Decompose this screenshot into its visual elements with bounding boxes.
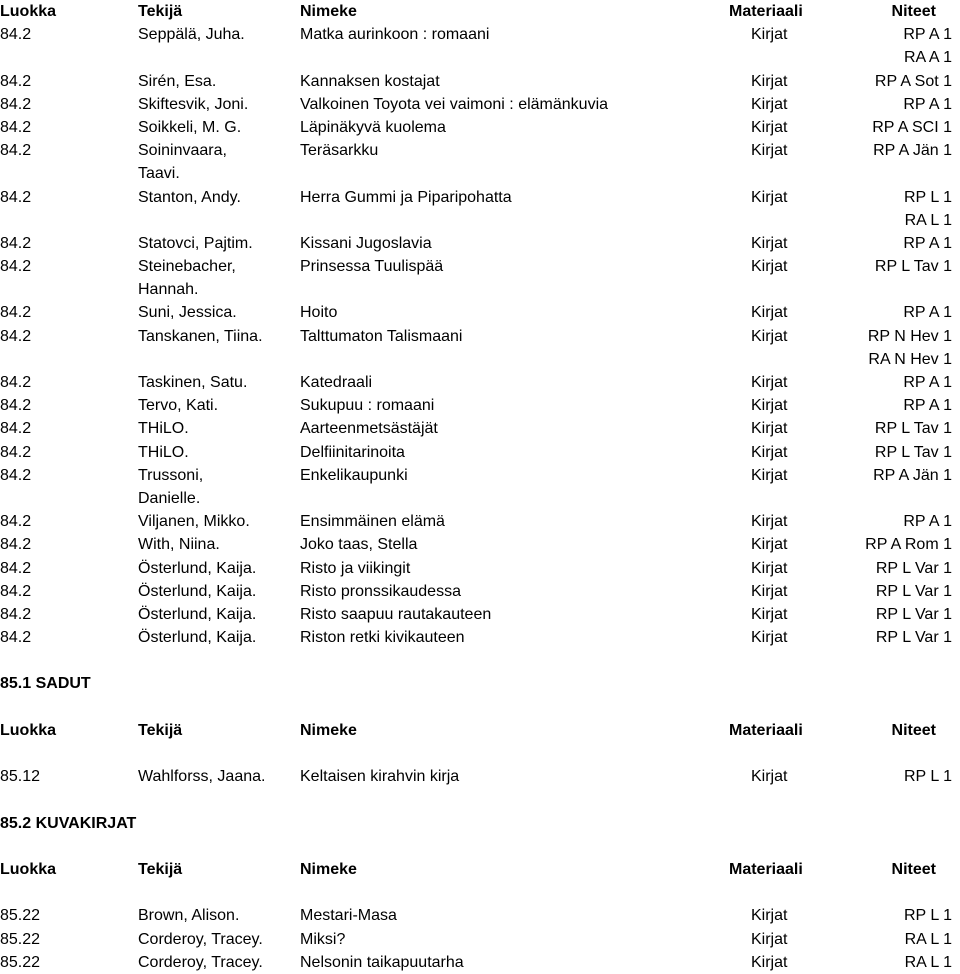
cell-niteet: RP A Jän 1 (873, 466, 952, 484)
cell-luokka: 84.2 (0, 513, 32, 531)
cell-tekija: Österlund, Kaija. (138, 559, 257, 577)
column-header-materiaali: Materiaali (729, 721, 803, 739)
table-row (0, 162, 960, 185)
cell-tekija: Soininvaara, (138, 142, 227, 160)
cell-materiaali: Kirjat (751, 72, 788, 90)
table-row (0, 70, 960, 93)
section-title: 85.1 SADUT (0, 675, 91, 693)
cell-tekija: Hannah. (138, 281, 199, 299)
cell-nimeke: Prinsessa Tuulispää (300, 258, 444, 276)
cell-tekija: Taavi. (138, 165, 180, 183)
cell-tekija: Corderoy, Tracey. (138, 953, 263, 971)
cell-niteet: RA L 1 (904, 211, 952, 229)
table-row (0, 232, 960, 255)
cell-luokka: 84.2 (0, 258, 32, 276)
table-row (0, 394, 960, 417)
cell-materiaali: Kirjat (751, 768, 788, 786)
cell-materiaali: Kirjat (751, 327, 788, 345)
table-row (0, 93, 960, 116)
cell-materiaali: Kirjat (751, 513, 788, 531)
cell-nimeke: Aarteenmetsästäjät (300, 420, 438, 438)
cell-nimeke: Valkoinen Toyota vei vaimoni : elämänkuvia (300, 95, 609, 113)
cell-niteet: RP A 1 (903, 304, 952, 322)
section-spacer (0, 835, 960, 858)
section-title: 85.2 KUVAKIRJAT (0, 814, 137, 832)
cell-tekija: Österlund, Kaija. (138, 582, 257, 600)
column-header-materiaali: Materiaali (729, 3, 803, 20)
column-header-luokka: Luokka (0, 860, 57, 878)
table-row (0, 603, 960, 626)
cell-materiaali: Kirjat (751, 907, 788, 925)
table-row (0, 23, 960, 46)
cell-niteet: RP L Var 1 (875, 582, 952, 600)
table-row (0, 464, 960, 487)
cell-tekija: Suni, Jessica. (138, 304, 237, 322)
cell-tekija: Soikkeli, M. G. (138, 118, 242, 136)
cell-tekija: THiLO. (138, 443, 189, 461)
cell-tekija: Danielle. (138, 489, 201, 507)
cell-tekija: Viljanen, Mikko. (138, 513, 250, 531)
cell-nimeke: Talttumaton Talismaani (300, 327, 463, 345)
column-header-nimeke: Nimeke (300, 721, 357, 739)
cell-materiaali: Kirjat (751, 374, 788, 391)
cell-tekija: Trussoni, (138, 466, 204, 484)
cell-materiaali: Kirjat (751, 420, 788, 438)
cell-nimeke: Matka aurinkoon : romaani (300, 26, 490, 44)
column-header-luokka: Luokka (0, 721, 57, 739)
column-header-tekija: Tekijä (138, 860, 183, 878)
cell-materiaali: Kirjat (751, 536, 788, 554)
cell-materiaali: Kirjat (751, 142, 788, 160)
cell-materiaali: Kirjat (751, 234, 788, 252)
table-row (0, 209, 960, 232)
cell-nimeke: Risto pronssikaudessa (300, 582, 461, 600)
table-row (0, 580, 960, 603)
cell-luokka: 84.2 (0, 26, 32, 44)
cell-luokka: 84.2 (0, 536, 32, 554)
cell-nimeke: Kannaksen kostajat (300, 72, 440, 90)
cell-luokka: 84.2 (0, 605, 32, 623)
cell-tekija: THiLO. (138, 420, 189, 438)
cell-luokka: 84.2 (0, 188, 32, 206)
cell-tekija: Stanton, Andy. (138, 188, 241, 206)
cell-niteet: RP N Hev 1 (867, 327, 952, 345)
cell-luokka: 84.2 (0, 443, 32, 461)
cell-nimeke: Risto saapuu rautakauteen (300, 605, 492, 623)
cell-niteet: RP L Var 1 (875, 605, 952, 623)
cell-niteet: RP L Tav 1 (874, 443, 952, 461)
cell-luokka: 85.12 (0, 768, 41, 786)
cell-nimeke: Risto ja viikingit (300, 559, 411, 577)
cell-tekija: Österlund, Kaija. (138, 629, 257, 647)
cell-niteet: RP A 1 (903, 513, 952, 531)
cell-materiaali: Kirjat (751, 930, 788, 948)
table-row (0, 557, 960, 580)
column-header-niteet: Niteet (891, 3, 936, 20)
cell-niteet: RA L 1 (904, 930, 952, 948)
cell-materiaali: Kirjat (751, 26, 788, 44)
cell-nimeke: Keltaisen kirahvin kirja (300, 768, 460, 786)
cell-nimeke: Miksi? (300, 930, 346, 948)
cell-niteet: RP A Rom 1 (865, 536, 952, 554)
column-header-luokka: Luokka (0, 3, 57, 20)
cell-tekija: Tervo, Kati. (138, 397, 219, 415)
table-row (0, 116, 960, 139)
cell-niteet: RP A 1 (903, 26, 952, 44)
table-header (0, 719, 960, 742)
table-row (0, 533, 960, 556)
cell-luokka: 84.2 (0, 374, 32, 391)
cell-niteet: RP A 1 (903, 95, 952, 113)
cell-luokka: 84.2 (0, 234, 32, 252)
cell-tekija: Brown, Alison. (138, 907, 240, 925)
cell-nimeke: Nelsonin taikapuutarha (300, 953, 464, 971)
cell-luokka: 85.22 (0, 930, 41, 948)
cell-nimeke: Herra Gummi ja Piparipohatta (300, 188, 512, 206)
cell-niteet: RP A 1 (903, 374, 952, 391)
cell-tekija: Skiftesvik, Joni. (138, 95, 249, 113)
cell-nimeke: Mestari-Masa (300, 907, 397, 925)
column-header-niteet: Niteet (891, 860, 936, 878)
table-row (0, 487, 960, 510)
cell-luokka: 84.2 (0, 118, 32, 136)
cell-luokka: 84.2 (0, 466, 32, 484)
table-row (0, 186, 960, 209)
cell-luokka: 84.2 (0, 582, 32, 600)
cell-tekija: Taskinen, Satu. (138, 374, 248, 391)
cell-materiaali: Kirjat (751, 188, 788, 206)
cell-luokka: 84.2 (0, 142, 32, 160)
cell-niteet: RP A Jän 1 (873, 142, 952, 160)
cell-luokka: 84.2 (0, 559, 32, 577)
cell-materiaali: Kirjat (751, 258, 788, 276)
cell-materiaali: Kirjat (751, 629, 788, 647)
cell-luokka: 84.2 (0, 420, 32, 438)
cell-materiaali: Kirjat (751, 953, 788, 971)
cell-nimeke: Katedraali (300, 374, 373, 391)
cell-tekija: Wahlforss, Jaana. (138, 768, 266, 786)
cell-materiaali: Kirjat (751, 304, 788, 322)
column-header-materiaali: Materiaali (729, 860, 803, 878)
cell-materiaali: Kirjat (751, 443, 788, 461)
table-row (0, 904, 960, 927)
cell-niteet: RP L Var 1 (875, 629, 952, 647)
cell-nimeke: Kissani Jugoslavia (300, 234, 432, 252)
section-spacer (0, 649, 960, 672)
cell-niteet: RP L Tav 1 (874, 258, 952, 276)
cell-luokka: 84.2 (0, 397, 32, 415)
table-row (0, 301, 960, 324)
table-row (0, 325, 960, 348)
column-header-nimeke: Nimeke (300, 860, 357, 878)
section-spacer (0, 742, 960, 765)
table-row (0, 928, 960, 951)
table-row (0, 46, 960, 69)
section-spacer (0, 788, 960, 811)
cell-niteet: RA L 1 (904, 953, 952, 971)
cell-tekija: Corderoy, Tracey. (138, 930, 263, 948)
cell-materiaali: Kirjat (751, 582, 788, 600)
cell-tekija: With, Niina. (138, 536, 220, 554)
table-row (0, 510, 960, 533)
cell-niteet: RP L 1 (903, 768, 952, 786)
cell-niteet: RP L Var 1 (875, 559, 952, 577)
cell-niteet: RA N Hev 1 (868, 350, 952, 368)
cell-niteet: RP A 1 (903, 397, 952, 415)
cell-nimeke: Sukupuu : romaani (300, 397, 435, 415)
column-header-niteet: Niteet (891, 721, 936, 739)
cell-materiaali: Kirjat (751, 559, 788, 577)
cell-nimeke: Enkelikaupunki (300, 466, 408, 484)
cell-luokka: 85.22 (0, 953, 41, 971)
cell-nimeke: Delfiinitarinoita (300, 443, 405, 461)
cell-niteet: RP L Tav 1 (874, 420, 952, 438)
cell-nimeke: Hoito (300, 304, 338, 322)
cell-nimeke: Teräsarkku (300, 142, 379, 160)
cell-materiaali: Kirjat (751, 466, 788, 484)
table-row (0, 626, 960, 649)
cell-materiaali: Kirjat (751, 605, 788, 623)
cell-niteet: RP A Sot 1 (874, 72, 952, 90)
table-row (0, 348, 960, 371)
cell-tekija: Österlund, Kaija. (138, 605, 257, 623)
table-row (0, 765, 960, 788)
cell-niteet: RA A 1 (903, 49, 952, 67)
cell-niteet: RP L 1 (903, 907, 952, 925)
table-header (0, 0, 960, 23)
cell-tekija: Steinebacher, (138, 258, 236, 276)
cell-materiaali: Kirjat (751, 118, 788, 136)
cell-luokka: 84.2 (0, 327, 32, 345)
table-row (0, 441, 960, 464)
cell-nimeke: Läpinäkyvä kuolema (300, 118, 446, 136)
cell-luokka: 84.2 (0, 629, 32, 647)
section-spacer (0, 696, 960, 719)
cell-nimeke: Ensimmäinen elämä (300, 513, 445, 531)
column-header-tekija: Tekijä (138, 3, 183, 20)
cell-nimeke: Riston retki kivikauteen (300, 629, 465, 647)
table-row (0, 371, 960, 394)
cell-niteet: RP A 1 (903, 234, 952, 252)
cell-tekija: Statovci, Pajtim. (138, 234, 253, 252)
table-row (0, 951, 960, 974)
table-row (0, 278, 960, 301)
cell-luokka: 84.2 (0, 72, 32, 90)
table-row (0, 255, 960, 278)
table-row (0, 417, 960, 440)
cell-nimeke: Joko taas, Stella (300, 536, 418, 554)
cell-luokka: 85.22 (0, 907, 41, 925)
cell-luokka: 84.2 (0, 304, 32, 322)
column-header-nimeke: Nimeke (300, 3, 357, 20)
cell-niteet: RP A SCI 1 (872, 118, 952, 136)
cell-tekija: Sirén, Esa. (138, 72, 217, 90)
cell-tekija: Seppälä, Juha. (138, 26, 245, 44)
table-header (0, 858, 960, 881)
section-spacer (0, 881, 960, 904)
column-header-tekija: Tekijä (138, 721, 183, 739)
cell-tekija: Tanskanen, Tiina. (138, 327, 263, 345)
cell-materiaali: Kirjat (751, 95, 788, 113)
cell-luokka: 84.2 (0, 95, 32, 113)
cell-materiaali: Kirjat (751, 397, 788, 415)
table-row (0, 139, 960, 162)
cell-niteet: RP L 1 (903, 188, 952, 206)
